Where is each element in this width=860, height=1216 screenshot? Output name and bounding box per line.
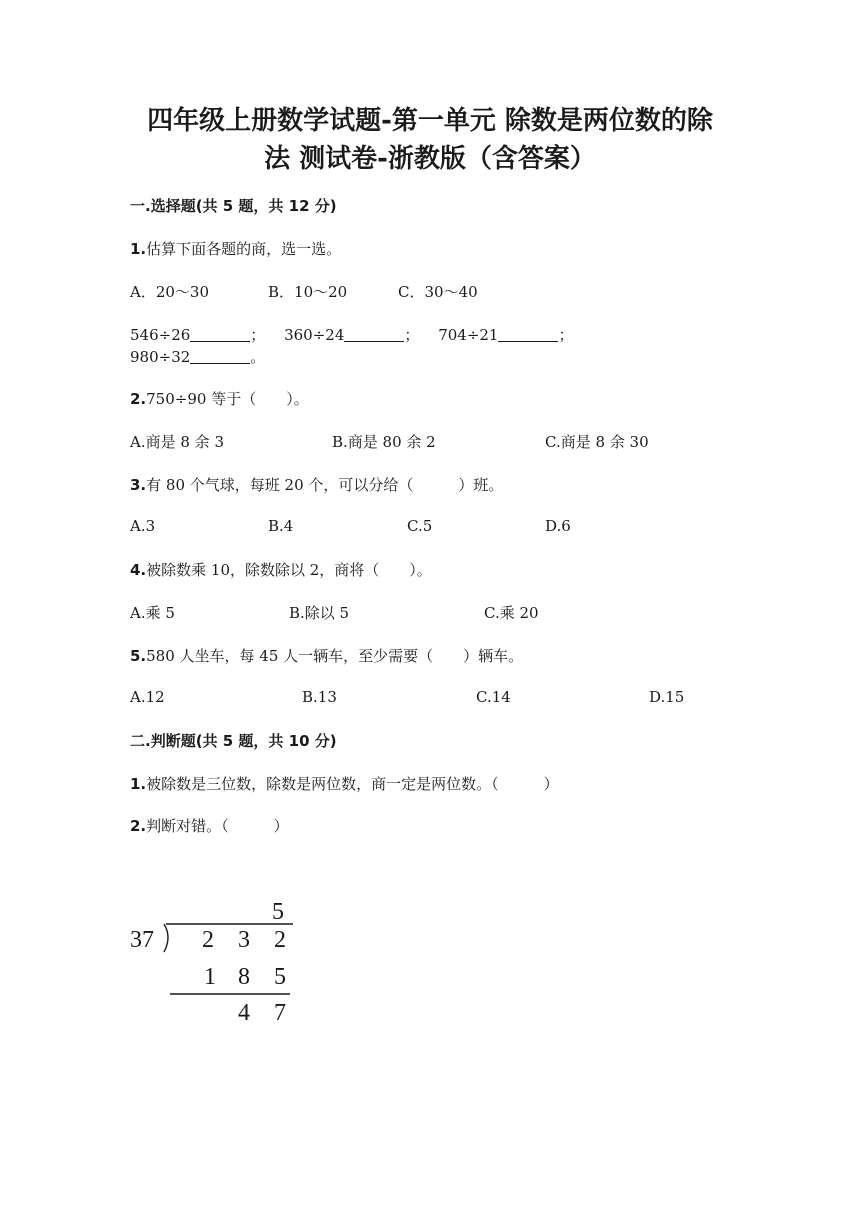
judge-question-2 <box>130 815 289 836</box>
question-5 <box>130 645 523 666</box>
option-c: C.乘 20 <box>484 604 539 622</box>
product-digit: 8 <box>238 964 250 990</box>
product-digit: 1 <box>204 964 216 990</box>
dividend-digit: 2 <box>274 927 286 953</box>
title-line-2: 法 测试卷-浙教版（含答案） <box>264 144 596 174</box>
question-number: 1. <box>130 240 147 258</box>
question-number: 2. <box>130 390 147 408</box>
option-a: A.商是 8 余 3 <box>130 433 224 451</box>
option-b: B.13 <box>302 688 337 706</box>
option-c: C.商是 8 余 30 <box>545 433 649 451</box>
long-division-figure <box>128 895 308 1030</box>
question-number: 4. <box>130 561 147 579</box>
question-text: 估算下面各题的商，选一选。 <box>146 240 342 258</box>
remainder-digit: 4 <box>238 1000 250 1026</box>
estimate-expression: 360÷24 <box>284 326 345 344</box>
option-b: B.除以 5 <box>289 604 350 622</box>
separator: ； <box>558 326 574 344</box>
option-a: A.3 <box>130 517 156 535</box>
option-c: C．30～40 <box>398 283 478 301</box>
question-number: 3. <box>130 476 147 494</box>
estimate-row-1 <box>130 324 574 345</box>
question-number: 1. <box>130 775 147 793</box>
dividend-digit: 3 <box>238 927 250 953</box>
dividend-digit: 2 <box>202 927 214 953</box>
question-text: 750÷90 等于（ ）。 <box>146 390 309 408</box>
section-heading-choice: 一.选择题(共 5 题，共 12 分) <box>130 197 337 215</box>
option-c: C.5 <box>407 517 433 535</box>
separator: 。 <box>250 348 266 366</box>
question-text: 580 人坐车，每 45 人一辆车，至少需要（ ）辆车。 <box>146 647 524 665</box>
answer-blank[interactable] <box>344 327 404 342</box>
estimate-expression: 980÷32 <box>130 348 191 366</box>
question-2 <box>130 388 309 409</box>
question-text: 被除数乘 10，除数除以 2，商将（ ）。 <box>146 561 432 579</box>
section-heading-judge: 二.判断题(共 5 题，共 10 分) <box>130 732 337 750</box>
option-b: B.4 <box>268 517 294 535</box>
option-b: B.商是 80 余 2 <box>332 433 436 451</box>
option-a: A.乘 5 <box>130 604 175 622</box>
division-bracket <box>164 924 168 952</box>
question-3 <box>130 474 503 495</box>
estimate-expression: 704÷21 <box>438 326 499 344</box>
option-d: D.6 <box>545 517 571 535</box>
question-text: 被除数是三位数，除数是两位数，商一定是两位数。（ ） <box>146 775 559 793</box>
quotient-digit: 5 <box>272 899 284 925</box>
option-a: A．20～30 <box>130 283 210 301</box>
separator: ； <box>404 326 420 344</box>
option-c: C.14 <box>476 688 511 706</box>
question-text: 判断对错。（ ） <box>146 817 289 835</box>
option-b: B．10～20 <box>268 283 348 301</box>
judge-question-1 <box>130 773 559 794</box>
question-1 <box>130 238 341 259</box>
option-d: D.15 <box>649 688 685 706</box>
estimate-row-2 <box>130 346 265 367</box>
title-line-1: 四年级上册数学试题-第一单元 除数是两位数的除 <box>147 106 713 136</box>
separator: ； <box>250 326 266 344</box>
question-number: 5. <box>130 647 147 665</box>
answer-blank[interactable] <box>498 327 558 342</box>
option-a: A.12 <box>130 688 165 706</box>
page-title <box>100 102 760 178</box>
divisor: 37 <box>130 927 154 953</box>
answer-blank[interactable] <box>190 349 250 364</box>
estimate-expression: 546÷26 <box>130 326 191 344</box>
answer-blank[interactable] <box>190 327 250 342</box>
question-4 <box>130 559 432 580</box>
product-digit: 5 <box>274 964 286 990</box>
question-number: 2. <box>130 817 147 835</box>
remainder-digit: 7 <box>274 1000 286 1026</box>
question-text: 有 80 个气球，每班 20 个，可以分给（ ）班。 <box>146 476 504 494</box>
